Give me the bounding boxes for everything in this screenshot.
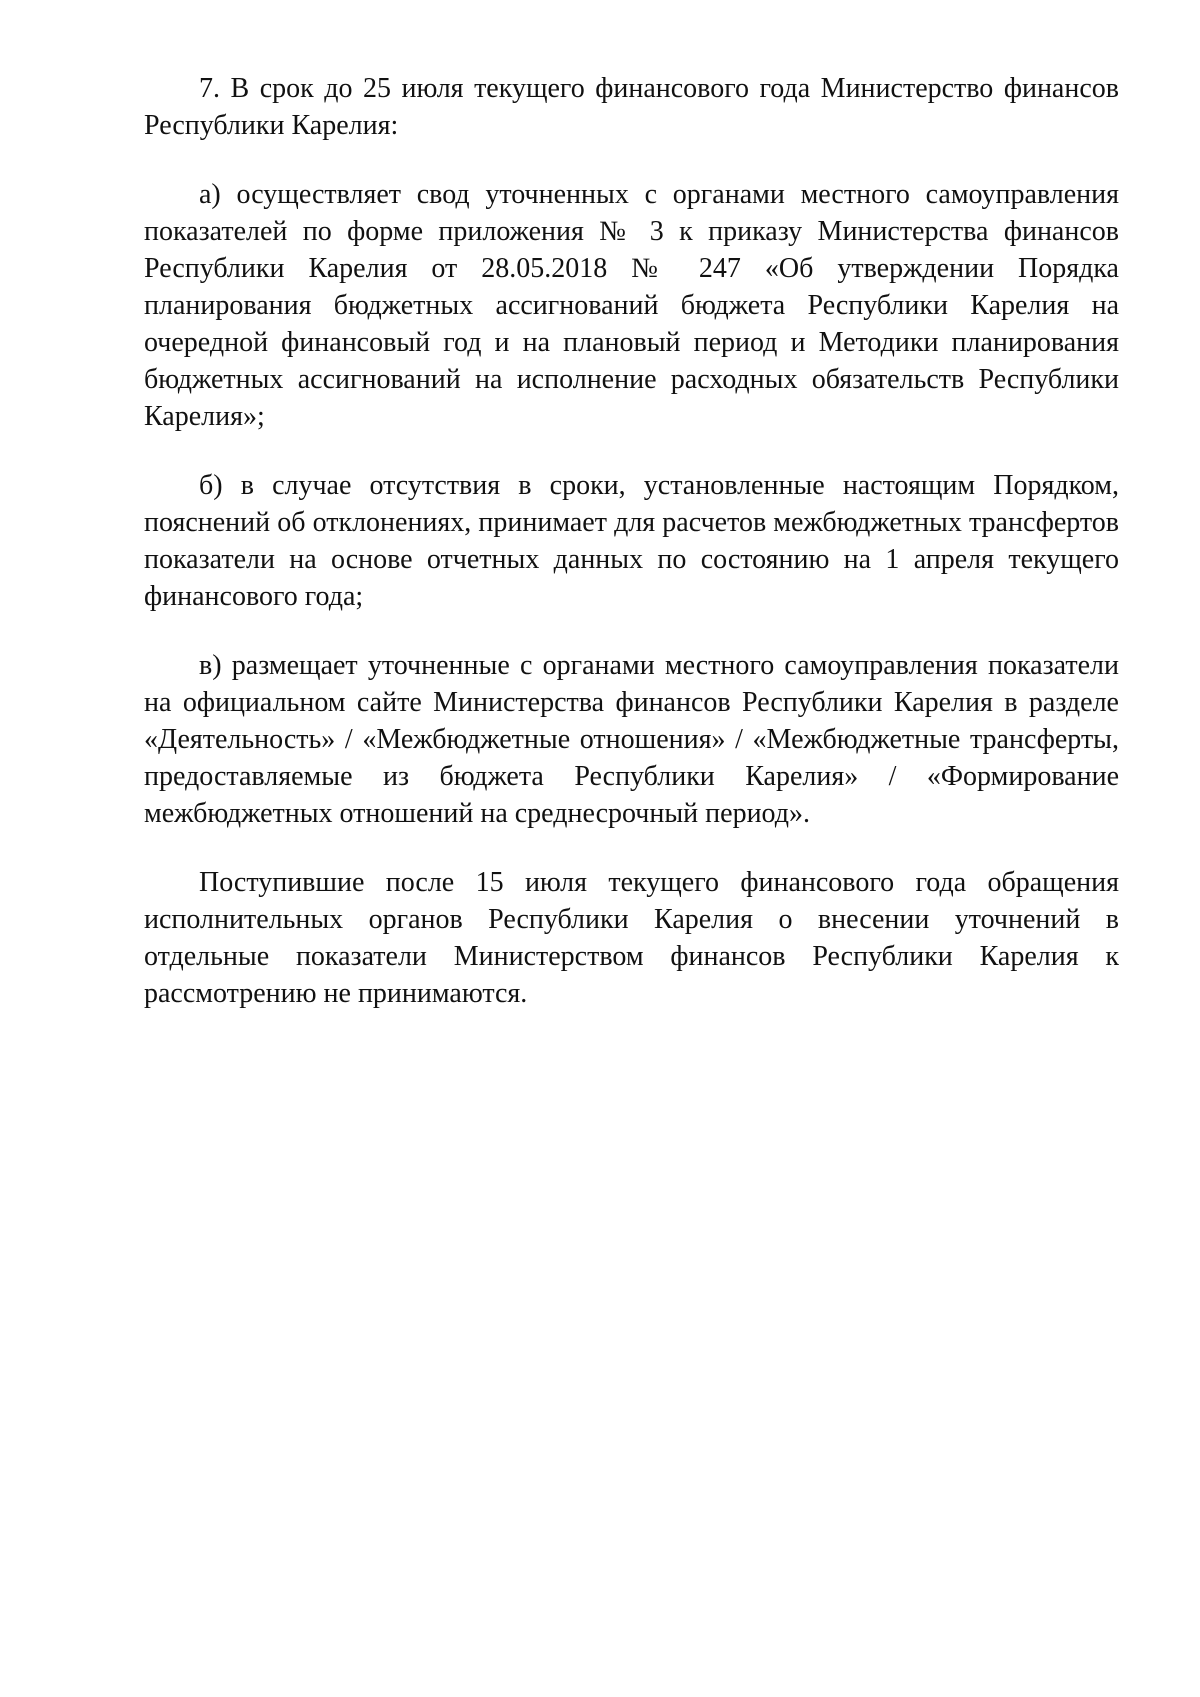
paragraph-subitem-b: б) в случае отсутствия в сроки, установленные настоящим Порядком, пояснений об отклонениях, принимает для расчетов межбюджетных трансфертов показатели на основе отчетных данных по состоянию на 1 апреля текущего финансового года; [144,470,1119,612]
paragraph-subitem-a: а) осуществляет свод уточненных с органами местного самоуправления показателей по форме приложения № 3 к приказу Министерства финансов Республики Карелия от 28.05.2018 № 247 «Об утверждении Порядка планирования бюджетных ассигнований бюджета Республики Карелия на очередной финансовый год и на плановый период и Методики планирования бюджетных ассигнований на исполнение расходных обязательств Республики Карелия»; [144,179,1119,432]
paragraph-item-7: 7. В срок до 25 июля текущего финансового года Министерство финансов Республики Карелия: [144,73,1119,141]
paragraph-closing: Поступившие после 15 июля текущего финансового года обращения исполнительных органов Республики Карелия о внесении уточнений в отдельные показатели Министерством финансов Республики Карелия к рассмотрению не принимаются. [144,867,1119,1009]
paragraph-subitem-v: в) размещает уточненные с органами местного самоуправления показатели на официальном сайте Министерства финансов Республики Карелия в разделе «Деятельность» / «Межбюджетные отношения» / «Межбюджетные трансферты, предоставляемые из бюджета Республики Карелия» / «Формирование межбюджетных отношений на среднесрочный период». [144,650,1119,829]
document-body [144,70,1119,1044]
